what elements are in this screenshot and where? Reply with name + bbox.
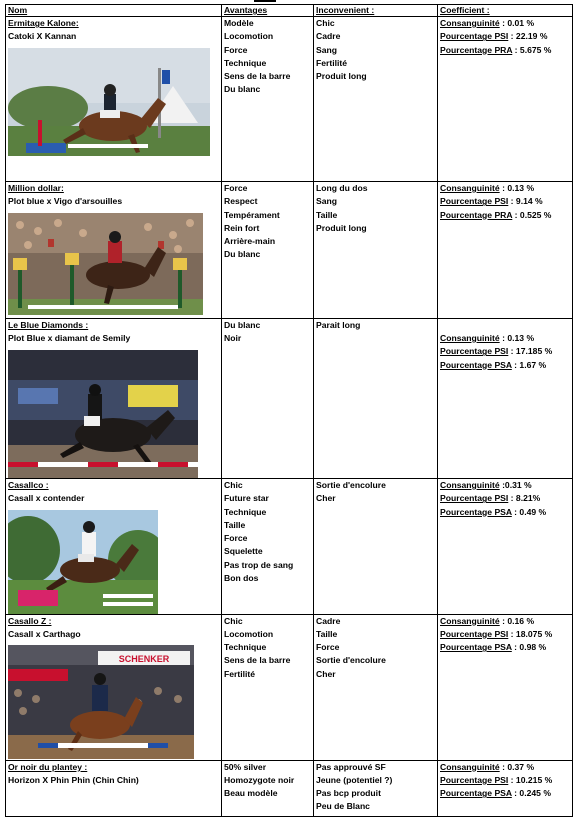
inconvenient-item: Sang <box>316 196 338 207</box>
consanguinity: Consanguinité : 0.16 % <box>440 615 535 626</box>
advantages-cell <box>222 182 314 319</box>
sponsor-banner: SCHENKER <box>118 654 170 665</box>
horse-name: Million dollar: <box>8 183 64 193</box>
psa-percentage: Pourcentage PSA : 0.98 % <box>440 642 547 653</box>
header-name: Nom <box>6 5 222 17</box>
consanguinity: Consanguinité : 0.13 % <box>440 333 535 343</box>
advantage-item: Arrière-main <box>224 236 276 247</box>
name-cell <box>6 614 222 760</box>
inconvenient-item: Peu de Blanc <box>316 801 370 812</box>
horse-photo <box>8 645 194 759</box>
coefficient-cell <box>438 17 573 182</box>
inconvenients-cell <box>314 614 438 760</box>
advantage-item: Technique <box>224 506 267 517</box>
advantage-item: Force <box>224 183 248 193</box>
advantage-item: Bon dos <box>224 573 259 584</box>
horse-pedigree: Plot Blue x diamant de Semily <box>8 333 131 344</box>
advantage-item: Du blanc <box>224 249 261 260</box>
consanguinity: Consanguinité :0.31 % <box>440 480 532 490</box>
psi-percentage: Pourcentage PSI : 10.215 % <box>440 774 553 785</box>
horse-name: Casallco : <box>8 480 49 490</box>
consanguinity: Consanguinité : 0.01 % <box>440 18 535 28</box>
header-advantages: Avantages <box>222 5 314 17</box>
inconvenient-item: Sortie d'encolure <box>316 480 386 490</box>
advantages-cell <box>222 17 314 182</box>
inconvenient-item: Long du dos <box>316 183 368 193</box>
advantage-item: Respect <box>224 196 258 207</box>
inconvenient-item: Pas bcp produit <box>316 788 381 799</box>
inconvenient-item: Sang <box>316 44 338 55</box>
inconvenient-item: Chic <box>316 18 335 28</box>
horse-name: Le Blue Diamonds : <box>8 320 89 330</box>
advantage-item: Taille <box>224 519 246 530</box>
name-cell <box>6 319 222 479</box>
header-inconvenients: Inconvenient : <box>314 5 438 17</box>
advantage-item: Fertilité <box>224 668 256 679</box>
horse-name: Casallo Z : <box>8 615 52 626</box>
advantage-item: Noir <box>224 333 242 344</box>
advantage-item: Du blanc <box>224 84 261 95</box>
advantage-item: Locomotion <box>224 31 274 42</box>
advantage-item: Tempérament <box>224 209 280 220</box>
name-cell <box>6 760 222 816</box>
horse-pedigree: Horizon X Phin Phin (Chin Chin) <box>8 774 139 785</box>
psa-percentage: Pourcentage PSA : 0.245 % <box>440 788 551 799</box>
psa-percentage: Pourcentage PSA : 0.49 % <box>440 506 547 517</box>
consanguinity: Consanguinité : 0.37 % <box>440 761 535 772</box>
pra-percentage: Pourcentage PRA : 5.675 % <box>440 44 552 55</box>
horse-name: Ermitage Kalone: <box>8 18 79 28</box>
inconvenient-item: Jeune (potentiel ?) <box>316 774 393 785</box>
advantages-cell <box>222 760 314 816</box>
table-row <box>6 182 573 319</box>
inconvenient-item: Pas approuvé SF <box>316 761 386 772</box>
inconvenient-item: Taille <box>316 209 338 220</box>
inconvenient-item: Cher <box>316 493 336 504</box>
psi-percentage: Pourcentage PSI : 9.14 % <box>440 196 543 207</box>
advantage-item: Chic <box>224 615 243 626</box>
advantages-cell <box>222 614 314 760</box>
table-row <box>6 760 573 816</box>
psi-percentage: Pourcentage PSI : 8.21% <box>440 493 541 504</box>
name-cell <box>6 17 222 182</box>
horse-pedigree: Casall x contender <box>8 493 85 504</box>
name-cell <box>6 182 222 319</box>
advantage-item: Force <box>224 533 248 544</box>
coefficient-cell <box>438 479 573 615</box>
advantages-cell <box>222 319 314 479</box>
horse-pedigree: Casall x Carthago <box>8 628 81 639</box>
inconvenient-item: Cadre <box>316 615 341 626</box>
inconvenients-cell <box>314 760 438 816</box>
advantages-cell <box>222 479 314 615</box>
horse-photo <box>8 48 210 156</box>
advantage-item: Technique <box>224 57 267 68</box>
table-row <box>6 614 573 760</box>
stallion-table <box>5 4 573 817</box>
advantage-item: Beau modèle <box>224 788 278 799</box>
inconvenients-cell <box>314 479 438 615</box>
psi-percentage: Pourcentage PSI : 18.075 % <box>440 628 553 639</box>
advantage-item: 50% silver <box>224 761 267 772</box>
consanguinity: Consanguinité : 0.13 % <box>440 183 535 193</box>
top-rule <box>254 0 276 2</box>
inconvenients-cell <box>314 319 438 479</box>
coefficient-cell <box>438 614 573 760</box>
horse-photo <box>8 213 203 315</box>
advantage-item: Technique <box>224 642 267 653</box>
inconvenient-item: Produit long <box>316 71 367 82</box>
inconvenient-item: Force <box>316 642 340 653</box>
advantage-item: Future star <box>224 493 269 504</box>
inconvenient-item: Cher <box>316 668 336 679</box>
advantage-item: Du blanc <box>224 320 261 330</box>
advantage-item: Squelette <box>224 546 263 557</box>
pra-percentage: Pourcentage PRA : 0.525 % <box>440 209 552 220</box>
table-row <box>6 479 573 615</box>
table-row <box>6 319 573 479</box>
psi-percentage: Pourcentage PSI : 17.185 % <box>440 346 553 357</box>
horse-photo <box>8 350 198 478</box>
psi-percentage: Pourcentage PSI : 22.19 % <box>440 31 548 42</box>
coefficient-cell <box>438 760 573 816</box>
inconvenient-item: Parait long <box>316 320 361 330</box>
inconvenient-item: Produit long <box>316 222 367 233</box>
coefficient-cell <box>438 182 573 319</box>
advantage-item: Locomotion <box>224 628 274 639</box>
advantage-item: Modèle <box>224 18 254 28</box>
header-coefficient: Coefficient : <box>438 5 573 17</box>
table-row <box>6 17 573 182</box>
inconvenient-item: Fertilité <box>316 57 348 68</box>
psa-percentage: Pourcentage PSA : 1.67 % <box>440 359 547 370</box>
advantage-item: Sens de la barre <box>224 71 291 82</box>
advantage-item: Chic <box>224 480 243 490</box>
horse-photo <box>8 510 158 614</box>
header-row <box>6 5 573 17</box>
coefficient-cell <box>438 319 573 479</box>
advantage-item: Rein fort <box>224 222 260 233</box>
inconvenients-cell <box>314 17 438 182</box>
advantage-item: Sens de la barre <box>224 655 291 666</box>
inconvenients-cell <box>314 182 438 319</box>
advantage-item: Homozygote noir <box>224 774 295 785</box>
inconvenient-item: Taille <box>316 628 338 639</box>
horse-pedigree: Catoki X Kannan <box>8 31 77 42</box>
horse-name: Or noir du plantey : <box>8 761 88 772</box>
name-cell <box>6 479 222 615</box>
advantage-item: Pas trop de sang <box>224 559 294 570</box>
horse-pedigree: Plot blue x Vigo d'arsouilles <box>8 196 123 207</box>
inconvenient-item: Sortie d'encolure <box>316 655 386 666</box>
inconvenient-item: Cadre <box>316 31 341 42</box>
advantage-item: Force <box>224 44 248 55</box>
